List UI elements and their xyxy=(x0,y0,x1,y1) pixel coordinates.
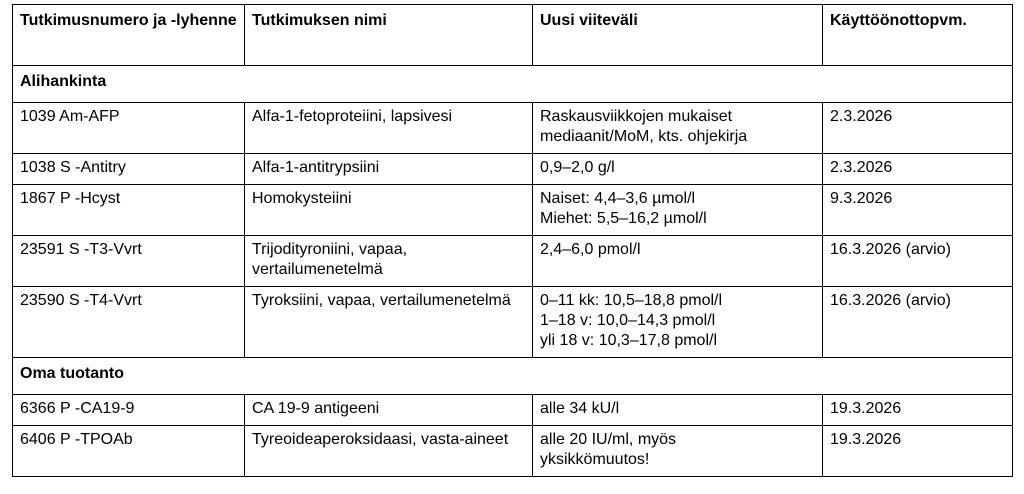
start-date: 16.3.2026 (arvio) xyxy=(823,236,1013,287)
start-date: 19.3.2026 xyxy=(823,426,1013,477)
reference-range xyxy=(533,103,823,154)
reference-line: 0–11 kk: 10,5–18,8 pmol/l xyxy=(540,292,723,309)
test-name: Tyreoideaperoksidaasi, vasta-aineet xyxy=(245,426,533,477)
header-row xyxy=(13,5,1013,66)
reference-range xyxy=(533,287,823,358)
reference-line: Miehet: 5,5–16,2 µmol/l xyxy=(540,210,707,227)
header-reference: Uusi viiteväli xyxy=(533,5,823,66)
test-code: 6366 P -CA19-9 xyxy=(13,395,245,426)
section-title: Oma tuotanto xyxy=(13,358,1013,395)
test-code: 6406 P -TPOAb xyxy=(13,426,245,477)
test-code: 23591 S -T3-Vvrt xyxy=(13,236,245,287)
reference-line: Naiset: 4,4–3,6 µmol/l xyxy=(540,190,696,207)
start-date: 2.3.2026 xyxy=(823,154,1013,185)
reference-range xyxy=(533,185,823,236)
section-title: Alihankinta xyxy=(13,66,1013,103)
reference-line: mediaanit/MoM, kts. ohjekirja xyxy=(540,128,748,145)
test-name: Alfa-1-fetoproteiini, lapsivesi xyxy=(245,103,533,154)
section-row xyxy=(13,358,1013,395)
reference-line: 0,9–2,0 g/l xyxy=(540,159,615,176)
test-name: CA 19-9 antigeeni xyxy=(245,395,533,426)
reference-line: yli 18 v: 10,3–17,8 pmol/l xyxy=(540,332,717,349)
reference-range xyxy=(533,236,823,287)
table-row xyxy=(13,103,1013,154)
test-code: 1867 P -Hcyst xyxy=(13,185,245,236)
reference-line: yksikkömuutos! xyxy=(540,451,650,468)
reference-line: alle 34 kU/l xyxy=(540,400,620,417)
reference-line: 1–18 v: 10,0–14,3 pmol/l xyxy=(540,312,716,329)
test-code: 1039 Am-AFP xyxy=(13,103,245,154)
reference-line: alle 20 IU/ml, myös xyxy=(540,431,677,448)
table-row xyxy=(13,236,1013,287)
test-name: Alfa-1-antitrypsiini xyxy=(245,154,533,185)
header-code: Tutkimusnumero ja -lyhenne xyxy=(13,5,245,66)
table-row xyxy=(13,154,1013,185)
start-date: 2.3.2026 xyxy=(823,103,1013,154)
test-code: 23590 S -T4-Vvrt xyxy=(13,287,245,358)
reference-line: Raskausviikkojen mukaiset xyxy=(540,108,733,125)
start-date: 16.3.2026 (arvio) xyxy=(823,287,1013,358)
reference-range xyxy=(533,395,823,426)
start-date: 19.3.2026 xyxy=(823,395,1013,426)
reference-line: 2,4–6,0 pmol/l xyxy=(540,241,641,258)
test-name: Homokysteiini xyxy=(245,185,533,236)
table-row xyxy=(13,185,1013,236)
reference-range xyxy=(533,426,823,477)
reference-range-table xyxy=(12,4,1013,477)
start-date: 9.3.2026 xyxy=(823,185,1013,236)
reference-range xyxy=(533,154,823,185)
test-name: Trijodityroniini, vapaa, vertailumenetelmä xyxy=(245,236,533,287)
header-date: Käyttöönottopvm. xyxy=(823,5,1013,66)
table-row xyxy=(13,426,1013,477)
test-name: Tyroksiini, vapaa, vertailumenetelmä xyxy=(245,287,533,358)
header-name: Tutkimuksen nimi xyxy=(245,5,533,66)
table-row xyxy=(13,287,1013,358)
test-code: 1038 S -Antitry xyxy=(13,154,245,185)
table-row xyxy=(13,395,1013,426)
section-row xyxy=(13,66,1013,103)
